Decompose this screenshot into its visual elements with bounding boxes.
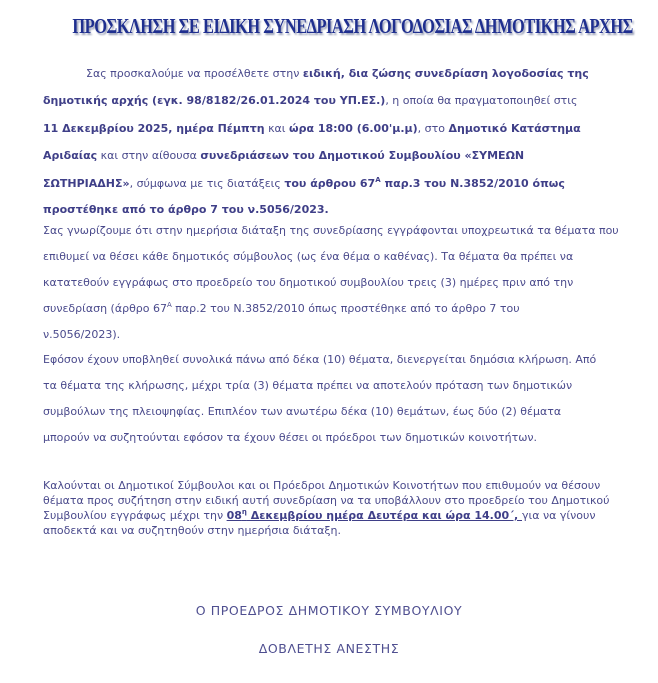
para4-line-3: Συμβουλίου εγγράφως μέχρι την $08^\eta$ Δεκεμβρίου ημέρα Δευτέρα και ώρα 14.00΄, για να γίνουν: [43, 508, 596, 522]
para1-line-6: προστέθηκε από το άρθρο 7 του ν.5056/2023.: [43, 203, 329, 216]
para1-line-4: Αριδαίας και στην αίθουσα συνεδριάσεων του Δημοτικού Συμβουλίου «ΣΥΜΕΩΝ: [43, 149, 525, 162]
para3-line-3: συμβούλων της πλειοψηφίας. Επιπλέον των ανωτέρω δέκα (10) θεμάτων, έως δύο (2) θέματα: [43, 405, 562, 418]
para1-line-1: Σας προσκαλούμε να προσέλθετε στην ειδική, δια ζώσης συνεδρίαση λογοδοσίας της: [86, 67, 589, 80]
para4-line-4: αποδεκτά και να συζητηθούν στην ημερήσια διάταξη.: [43, 524, 342, 537]
para3-line-1: Εφόσον έχουν υποβληθεί συνολικά πάνω από δέκα (10) θέματα, διενεργείται δημόσια κλήρωση. Από: [43, 353, 597, 366]
para2-line-3: κατατεθούν εγγράφως στο προεδρείο του δημοτικού συμβουλίου τρεις (3) ημέρες πριν από την: [43, 276, 574, 289]
para3-line-2: τα θέματα της κλήρωσης, μέχρι τρία (3) θέματα πρέπει να αποτελούν πρόταση των δημοτικών: [43, 379, 573, 392]
para3-line-4: μπορούν να συζητούνται εφόσον τα έχουν θέσει οι πρόεδροι των δημοτικών κοινοτήτων.: [43, 431, 538, 444]
para1-line-5: ΣΩΤΗΡΙΑΔΗΣ», σύμφωνα με τις διατάξεις του άρθρου $67^A$ παρ.3 του Ν.3852/2010 όπως: [43, 176, 565, 190]
signature-name: ΔΟΒΛΕΤΗΣ ΑΝΕΣΤΗΣ: [258, 641, 400, 656]
para2-line-5: ν.5056/2023).: [43, 328, 121, 341]
para4-line-2: θέματα προς συζήτηση στην ειδική αυτή συνεδρίαση να τα υποβάλλουν στο προεδρείο του Δημοτικού: [43, 494, 610, 507]
para2-line-1: Σας γνωρίζουμε ότι στην ημερήσια διάταξη της συνεδρίασης εγγράφονται υποχρεωτικά τα θέματα που: [43, 224, 619, 237]
deadline-highlight: $08^\eta$ Δεκεμβρίου ημέρα Δευτέρα και ώρα 14.00΄,: [226, 508, 522, 522]
para4-line-1: Καλούνται οι Δημοτικοί Σύμβουλοι και οι Πρόεδροι Δημοτικών Κοινοτήτων που επιθυμούν να θέσουν: [43, 479, 601, 492]
signature-role: Ο ΠΡΟΕΔΡΟΣ ΔΗΜΟΤΙΚΟΥ ΣΥΜΒΟΥΛΙΟΥ: [195, 603, 463, 618]
para1-line-3: 11 Δεκεμβρίου 2025, ημέρα Πέμπτη και ώρα 18:00 (6.00'μ.μ), στο Δημοτικό Κατάστημα: [43, 122, 581, 135]
para2-line-4: συνεδρίαση (άρθρο $67^A$ παρ.2 του Ν.3852/2010 όπως προστέθηκε από το άρθρο 7 του: [43, 301, 520, 315]
para2-line-2: επιθυμεί να θέσει κάθε δημοτικός σύμβουλος (ως ένα θέμα ο καθένας). Τα θέματα θα πρέπει να: [43, 250, 574, 263]
para1-line-2: δημοτικής αρχής (εγκ. 98/8182/26.01.2024 του ΥΠ.ΕΣ.), η οποία θα πραγματοποιηθεί στις: [43, 94, 578, 107]
document-title: ΠΡΟΣΚΛΗΣΗ ΣΕ ΕΙΔΙΚΗ ΣΥΝΕΔΡΙΑΣΗ ΛΟΓΟΔΟΣΙΑΣ ΔΗΜΟΤΙΚΗΣ ΑΡΧΗΣ: [72, 14, 633, 38]
